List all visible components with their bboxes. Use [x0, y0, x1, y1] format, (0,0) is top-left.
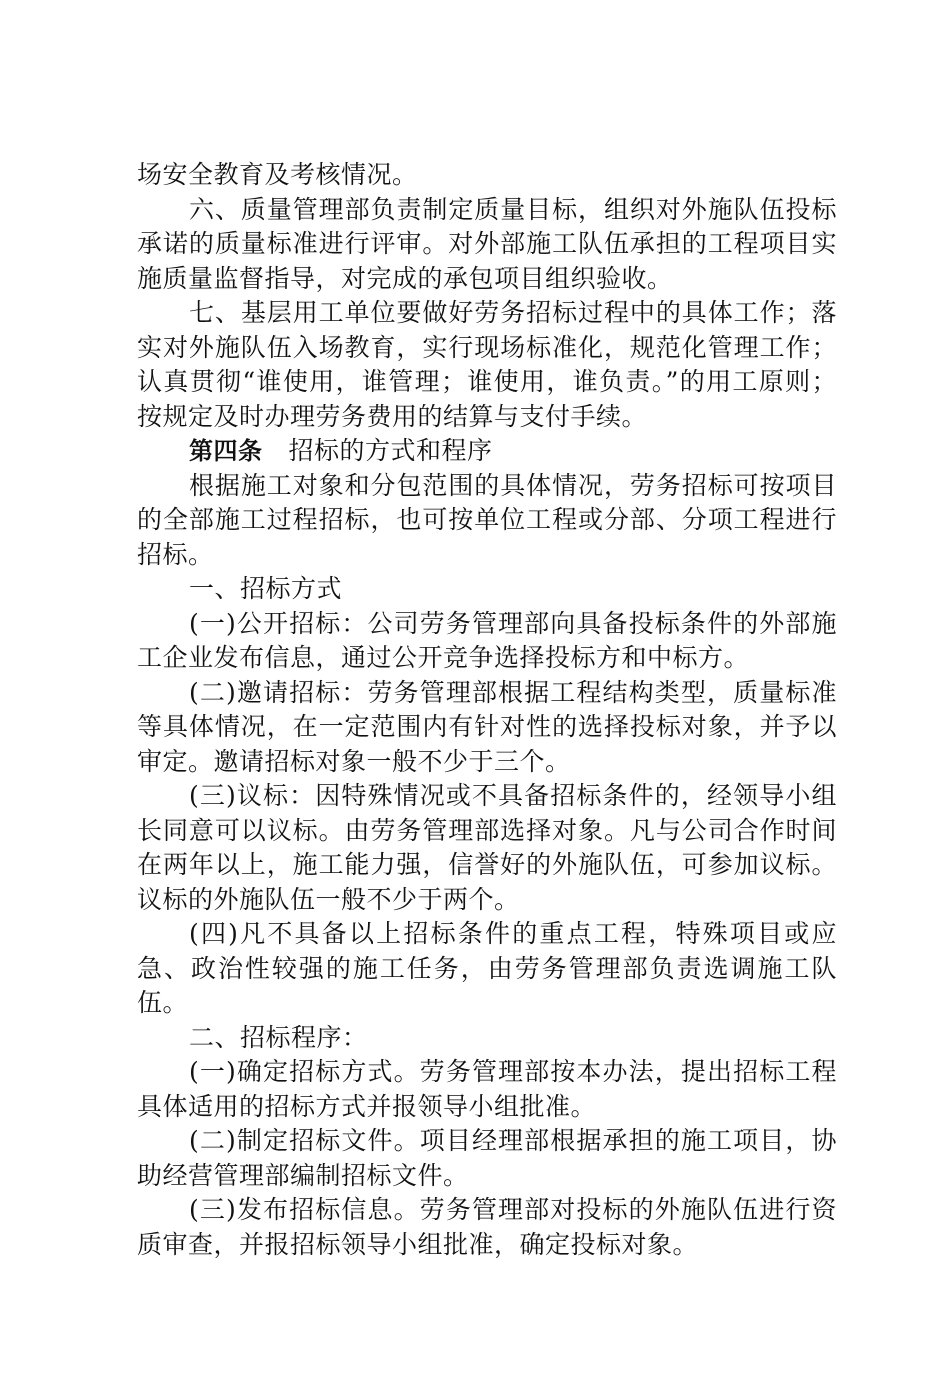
paragraph-item-seven: 七、基层用工单位要做好劳务招标过程中的具体工作；落实对外施队伍入场教育，实行现场标准化，规范化管理工作；认真贯彻“谁使用，谁管理；谁使用，谁负责。”的用工原则；按规定及时办理劳务费用的结算与支付手续。 [137, 298, 837, 431]
article-number: 第四条 [189, 437, 263, 465]
paragraph-procedure-three: (三)发布招标信息。劳务管理部对投标的外施队伍进行资质审查，并报招标领导小组批准，确定投标对象。 [137, 1195, 837, 1259]
paragraph-procedure-one: (一)确定招标方式。劳务管理部按本办法，提出招标工程具体适用的招标方式并报领导小组批准。 [137, 1057, 837, 1121]
section-heading-procedure: 二、招标程序： [189, 1022, 368, 1052]
paragraph-intro: 根据施工对象和分包范围的具体情况，劳务招标可按项目的全部施工过程招标，也可按单位工程或分部、分项工程进行招标。 [137, 470, 837, 569]
section-heading-methods: 一、招标方式 [189, 574, 343, 603]
article-heading [137, 434, 837, 469]
paragraph-item-six: 六、质量管理部负责制定质量目标，组织对外施队伍投标承诺的质量标准进行评审。对外部施工队伍承担的工程项目实施质量监督指导，对完成的承包项目组织验收。 [137, 194, 837, 293]
paragraph-negotiated-tender: (三)议标：因特殊情况或不具备招标条件的，经领导小组长同意可以议标。由劳务管理部选择对象。凡与公司合作时间在两年以上，施工能力强，信誉好的外施队伍，可参加议标。议标的外施队伍一般不少于两个。 [137, 781, 837, 914]
paragraph-invited-tender: (二)邀请招标：劳务管理部根据工程结构类型，质量标准等具体情况，在一定范围内有针对性的选择投标对象，并予以审定。邀请招标对象一般不少于三个。 [137, 677, 837, 776]
document-body [137, 158, 837, 1262]
article-title: 招标的方式和程序 [288, 436, 493, 465]
paragraph-continuation: 场安全教育及考核情况。 [137, 160, 418, 189]
paragraph-open-tender: (一)公开招标：公司劳务管理部向具备投标条件的外部施工企业发布信息，通过公开竞争选择投标方和中标方。 [137, 608, 837, 672]
paragraph-procedure-two: (二)制定招标文件。项目经理部根据承担的施工项目，协助经营管理部编制招标文件。 [137, 1126, 837, 1190]
paragraph-direct-assignment: (四)凡不具备以上招标条件的重点工程，特殊项目或应急、政治性较强的施工任务，由劳务管理部负责选调施工队伍。 [137, 919, 837, 1017]
